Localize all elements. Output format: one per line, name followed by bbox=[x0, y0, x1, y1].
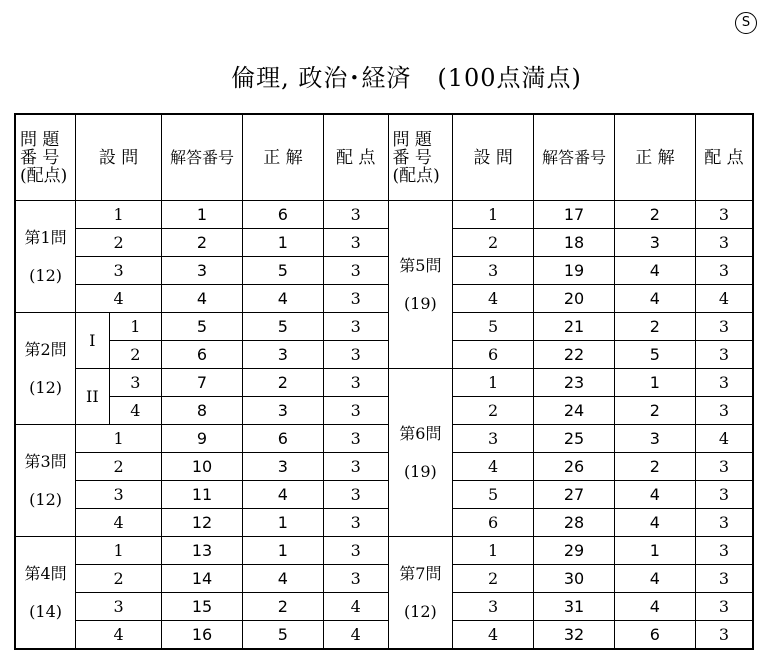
correct-cell: 5 bbox=[242, 621, 323, 650]
setsumon-cell: 3 bbox=[453, 425, 534, 453]
answer-number-cell: 27 bbox=[534, 481, 615, 509]
setsumon-cell: 4 bbox=[76, 621, 162, 650]
points-cell: 3 bbox=[323, 509, 388, 537]
answer-table bbox=[14, 113, 754, 650]
answer-number-cell: 24 bbox=[534, 397, 615, 425]
setsumon-cell: 4 bbox=[453, 453, 534, 481]
answer-number-cell: 23 bbox=[534, 369, 615, 397]
points-cell: 3 bbox=[695, 369, 753, 397]
points-cell: 3 bbox=[323, 537, 388, 565]
question-cell-q6: 第6問 (19) bbox=[388, 369, 453, 537]
answer-number-cell: 1 bbox=[162, 201, 243, 229]
points-cell: 3 bbox=[695, 201, 753, 229]
answer-number-cell: 2 bbox=[162, 229, 243, 257]
answer-number-cell: 3 bbox=[162, 257, 243, 285]
page-title bbox=[0, 58, 773, 93]
setsumon-cell: 1 bbox=[453, 537, 534, 565]
correct-cell: 2 bbox=[614, 201, 695, 229]
correct-cell: 5 bbox=[242, 257, 323, 285]
correct-cell: 3 bbox=[242, 397, 323, 425]
answer-number-cell: 32 bbox=[534, 621, 615, 650]
setsumon-cell: 4 bbox=[76, 285, 162, 313]
table-row bbox=[15, 537, 753, 565]
table-row bbox=[15, 509, 753, 537]
points-cell: 3 bbox=[695, 537, 753, 565]
table-row bbox=[15, 397, 753, 425]
points-cell: 3 bbox=[323, 229, 388, 257]
correct-cell: 1 bbox=[242, 537, 323, 565]
points-cell: 3 bbox=[323, 565, 388, 593]
correct-cell: 4 bbox=[614, 285, 695, 313]
setsumon-cell: 3 bbox=[453, 257, 534, 285]
setsumon-cell: 4 bbox=[453, 285, 534, 313]
correct-cell: 3 bbox=[242, 453, 323, 481]
header-row bbox=[15, 114, 753, 201]
answer-number-cell: 6 bbox=[162, 341, 243, 369]
table-row bbox=[15, 285, 753, 313]
question-cell-q4: 第4問 (14) bbox=[15, 537, 76, 650]
setsumon-cell: 1 bbox=[109, 313, 162, 341]
points-cell: 3 bbox=[695, 509, 753, 537]
header-score: 配 点 bbox=[323, 114, 388, 201]
correct-cell: 1 bbox=[614, 369, 695, 397]
correct-cell: 5 bbox=[242, 313, 323, 341]
points-cell: 3 bbox=[323, 313, 388, 341]
points-cell: 4 bbox=[323, 621, 388, 650]
setsumon-cell: 4 bbox=[76, 509, 162, 537]
correct-cell: 4 bbox=[242, 285, 323, 313]
answer-number-cell: 7 bbox=[162, 369, 243, 397]
answer-number-cell: 10 bbox=[162, 453, 243, 481]
points-cell: 3 bbox=[323, 341, 388, 369]
setsumon-cell: 2 bbox=[453, 565, 534, 593]
correct-cell: 4 bbox=[614, 565, 695, 593]
table-row bbox=[15, 453, 753, 481]
setsumon-cell: 6 bbox=[453, 509, 534, 537]
header-answer-number: 解答番号 bbox=[162, 114, 243, 201]
answer-number-cell: 30 bbox=[534, 565, 615, 593]
correct-cell: 4 bbox=[614, 593, 695, 621]
correct-cell: 2 bbox=[614, 313, 695, 341]
answer-number-cell: 5 bbox=[162, 313, 243, 341]
table-row bbox=[15, 201, 753, 229]
question-cell-q7: 第7問 (12) bbox=[388, 537, 453, 650]
points-cell: 3 bbox=[695, 229, 753, 257]
table-row bbox=[15, 565, 753, 593]
setsumon-cell: 3 bbox=[109, 369, 162, 397]
answer-number-cell: 19 bbox=[534, 257, 615, 285]
points-cell: 3 bbox=[695, 257, 753, 285]
header-question-number bbox=[15, 114, 76, 201]
header-q-line2-right: 番 号 bbox=[392, 147, 432, 168]
question-cell-q2: 第2問 (12) bbox=[15, 313, 76, 425]
points-cell: 3 bbox=[323, 397, 388, 425]
points-cell: 3 bbox=[695, 593, 753, 621]
answer-number-cell: 20 bbox=[534, 285, 615, 313]
header-q-line2: 番 号 bbox=[20, 147, 60, 168]
correct-cell: 1 bbox=[242, 509, 323, 537]
title-subject: 倫理, 政治･経済 bbox=[231, 64, 412, 92]
header-q-line1-right: 問 題 bbox=[392, 129, 432, 150]
correct-cell: 2 bbox=[614, 397, 695, 425]
table-row bbox=[15, 481, 753, 509]
points-cell: 3 bbox=[695, 341, 753, 369]
points-cell: 3 bbox=[695, 313, 753, 341]
setsumon-cell: 2 bbox=[76, 565, 162, 593]
answer-number-cell: 21 bbox=[534, 313, 615, 341]
header-score-right: 配 点 bbox=[695, 114, 753, 201]
correct-cell: 2 bbox=[242, 369, 323, 397]
table-row bbox=[15, 341, 753, 369]
corner-s-mark: S bbox=[735, 12, 757, 34]
correct-cell: 2 bbox=[614, 453, 695, 481]
answer-number-cell: 26 bbox=[534, 453, 615, 481]
points-cell: 4 bbox=[695, 285, 753, 313]
table-row bbox=[15, 369, 753, 397]
correct-cell: 6 bbox=[242, 425, 323, 453]
setsumon-cell: 5 bbox=[453, 481, 534, 509]
points-cell: 3 bbox=[695, 565, 753, 593]
answer-number-cell: 8 bbox=[162, 397, 243, 425]
setsumon-cell: 2 bbox=[109, 341, 162, 369]
answer-number-cell: 25 bbox=[534, 425, 615, 453]
answer-number-cell: 18 bbox=[534, 229, 615, 257]
points-cell: 3 bbox=[695, 481, 753, 509]
correct-cell: 1 bbox=[614, 537, 695, 565]
header-setsumon-right: 設 問 bbox=[453, 114, 534, 201]
correct-cell: 3 bbox=[242, 341, 323, 369]
header-q-line1: 問 題 bbox=[20, 129, 60, 150]
setsumon-cell: 3 bbox=[76, 257, 162, 285]
setsumon-cell: 1 bbox=[453, 369, 534, 397]
setsumon-cell: 3 bbox=[453, 593, 534, 621]
points-cell: 3 bbox=[323, 481, 388, 509]
points-cell: 3 bbox=[323, 369, 388, 397]
setsumon-cell: 5 bbox=[453, 313, 534, 341]
points-cell: 3 bbox=[323, 285, 388, 313]
points-cell: 4 bbox=[323, 593, 388, 621]
answer-number-cell: 13 bbox=[162, 537, 243, 565]
answer-number-cell: 4 bbox=[162, 285, 243, 313]
header-question-number-right bbox=[388, 114, 453, 201]
answer-number-cell: 22 bbox=[534, 341, 615, 369]
correct-cell: 3 bbox=[614, 425, 695, 453]
correct-cell: 3 bbox=[614, 229, 695, 257]
part-cell-2: II bbox=[76, 369, 109, 425]
correct-cell: 4 bbox=[614, 481, 695, 509]
header-q-line3-right: (配点) bbox=[392, 165, 440, 186]
answer-number-cell: 9 bbox=[162, 425, 243, 453]
correct-cell: 4 bbox=[242, 565, 323, 593]
header-correct: 正 解 bbox=[242, 114, 323, 201]
correct-cell: 4 bbox=[614, 509, 695, 537]
correct-cell: 4 bbox=[242, 481, 323, 509]
correct-cell: 4 bbox=[614, 257, 695, 285]
correct-cell: 6 bbox=[614, 621, 695, 650]
table-row bbox=[15, 257, 753, 285]
answer-number-cell: 12 bbox=[162, 509, 243, 537]
points-cell: 3 bbox=[695, 621, 753, 650]
table-row bbox=[15, 313, 753, 341]
answer-number-cell: 11 bbox=[162, 481, 243, 509]
table-row bbox=[15, 229, 753, 257]
points-cell: 3 bbox=[323, 201, 388, 229]
points-cell: 3 bbox=[323, 257, 388, 285]
points-cell: 4 bbox=[695, 425, 753, 453]
correct-cell: 1 bbox=[242, 229, 323, 257]
points-cell: 3 bbox=[695, 453, 753, 481]
setsumon-cell: 3 bbox=[76, 593, 162, 621]
setsumon-cell: 1 bbox=[76, 425, 162, 453]
correct-cell: 5 bbox=[614, 341, 695, 369]
answer-number-cell: 14 bbox=[162, 565, 243, 593]
header-correct-right: 正 解 bbox=[614, 114, 695, 201]
answer-number-cell: 15 bbox=[162, 593, 243, 621]
answer-number-cell: 28 bbox=[534, 509, 615, 537]
part-cell-1: I bbox=[76, 313, 109, 369]
title-points: (100点満点) bbox=[437, 64, 582, 92]
correct-cell: 6 bbox=[242, 201, 323, 229]
setsumon-cell: 4 bbox=[453, 621, 534, 650]
setsumon-cell: 1 bbox=[76, 201, 162, 229]
points-cell: 3 bbox=[695, 397, 753, 425]
table-row bbox=[15, 621, 753, 650]
header-answer-number-right: 解答番号 bbox=[534, 114, 615, 201]
setsumon-cell: 2 bbox=[453, 229, 534, 257]
setsumon-cell: 2 bbox=[453, 397, 534, 425]
question-cell-q5: 第5問 (19) bbox=[388, 201, 453, 369]
answer-number-cell: 16 bbox=[162, 621, 243, 650]
correct-cell: 2 bbox=[242, 593, 323, 621]
table-row bbox=[15, 425, 753, 453]
setsumon-cell: 1 bbox=[76, 537, 162, 565]
setsumon-cell: 1 bbox=[453, 201, 534, 229]
table-row bbox=[15, 593, 753, 621]
setsumon-cell: 4 bbox=[109, 397, 162, 425]
answer-number-cell: 17 bbox=[534, 201, 615, 229]
points-cell: 3 bbox=[323, 453, 388, 481]
question-cell-q1: 第1問 (12) bbox=[15, 201, 76, 313]
points-cell: 3 bbox=[323, 425, 388, 453]
answer-number-cell: 31 bbox=[534, 593, 615, 621]
setsumon-cell: 3 bbox=[76, 481, 162, 509]
header-setsumon: 設 問 bbox=[76, 114, 162, 201]
setsumon-cell: 2 bbox=[76, 229, 162, 257]
answer-number-cell: 29 bbox=[534, 537, 615, 565]
question-cell-q3: 第3問 (12) bbox=[15, 425, 76, 537]
setsumon-cell: 2 bbox=[76, 453, 162, 481]
setsumon-cell: 6 bbox=[453, 341, 534, 369]
header-q-line3: (配点) bbox=[20, 165, 68, 186]
